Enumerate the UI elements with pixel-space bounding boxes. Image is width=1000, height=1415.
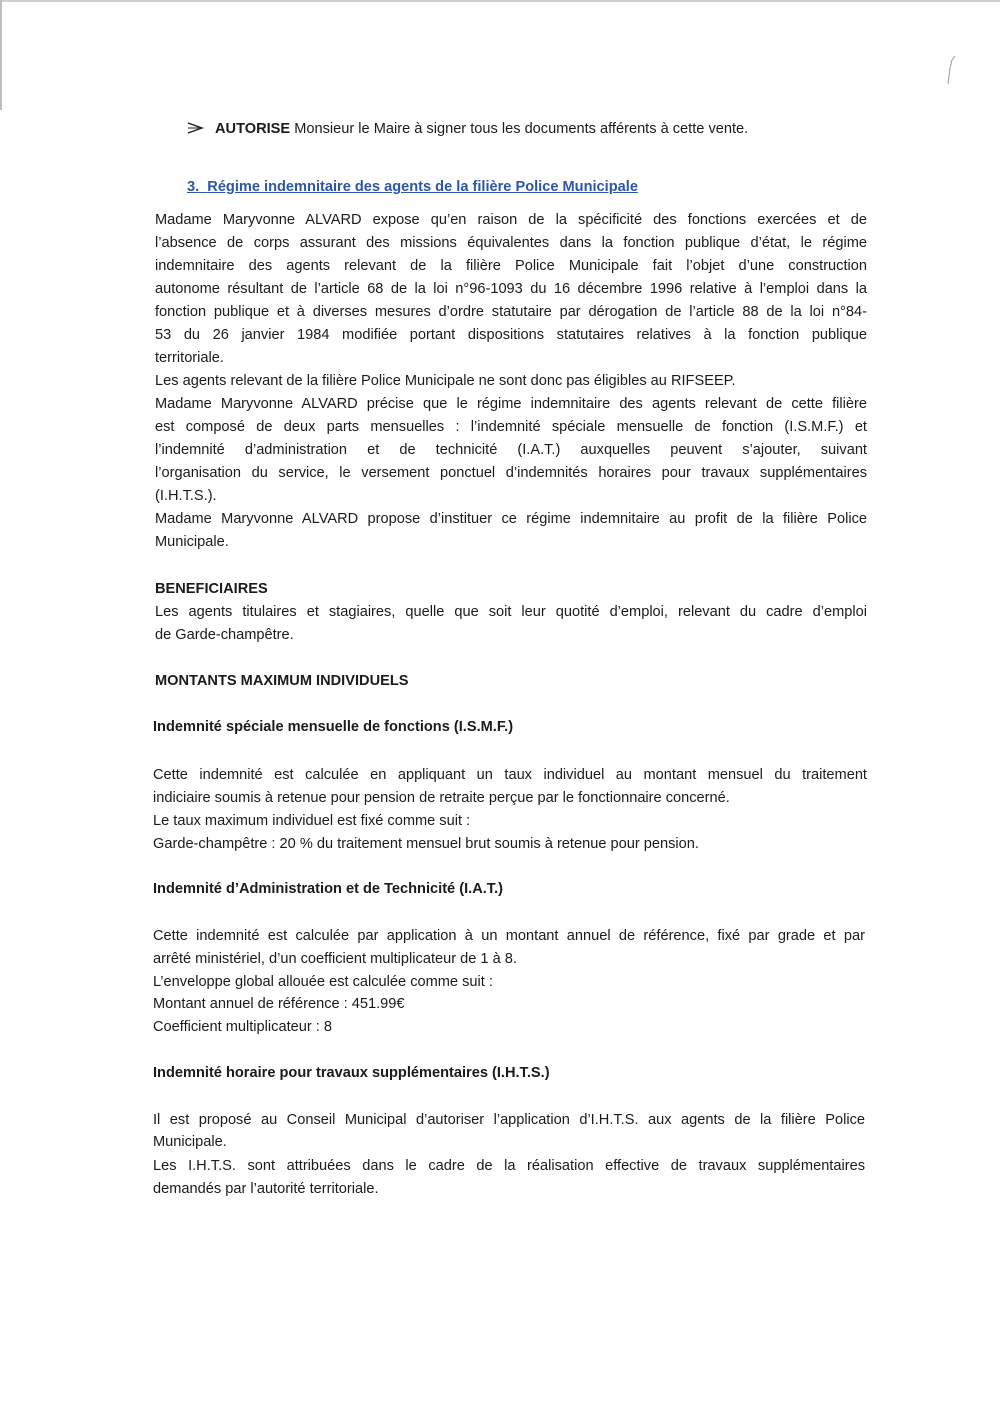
intro-line: Les agents relevant de la filière Police Municipale ne sont donc pas éligibles au RIFSEEP. — [155, 373, 736, 389]
intro-line: l’absence de corps assurant des missions équivalentes dans la fonction publique d’état, le régime — [155, 235, 867, 251]
iat-line: Cette indemnité est calculée par application à un montant annuel de référence, fixé par grade et par — [153, 928, 865, 944]
beneficiaires-line: de Garde-champêtre. — [155, 627, 294, 643]
authorization-text: Monsieur le Maire à signer tous les documents afférents à cette vente. — [290, 121, 749, 137]
authorization-keyword: AUTORISE — [215, 121, 291, 137]
section-number: 3. — [187, 179, 200, 195]
ihts-heading: Indemnité horaire pour travaux supplémentaires (I.H.T.S.) — [153, 1065, 550, 1081]
ihts-line: Municipale. — [153, 1134, 227, 1150]
beneficiaires-heading: BENEFICIAIRES — [155, 581, 268, 597]
intro-line: Madame Maryvonne ALVARD expose qu’en raison de la spécificité des fonctions exercées et de — [155, 212, 867, 228]
scan-edge-top — [0, 0, 1000, 2]
ismf-line: Cette indemnité est calculée en appliquant un taux individuel au montant mensuel du traitement — [153, 767, 867, 783]
intro-line: fonction publique et à diverses mesures d’ordre statutaire par dérogation de l’article 88 de la loi n°84- — [155, 304, 867, 320]
intro-line: (I.H.T.S.). — [155, 488, 217, 504]
ismf-line: Garde-champêtre : 20 % du traitement mensuel brut soumis à retenue pour pension. — [153, 836, 699, 852]
authorization-bullet — [215, 120, 748, 138]
intro-line: territoriale. — [155, 350, 224, 366]
intro-line: l’organisation du service, le versement ponctuel d’indemnités horaires pour travaux supplémentaires — [155, 465, 867, 481]
iat-line: L’enveloppe global allouée est calculée comme suit : — [153, 974, 493, 990]
ismf-line: Le taux maximum individuel est fixé comme suit : — [153, 813, 471, 829]
section-title-text: Régime indemnitaire des agents de la filière Police Municipale — [207, 179, 638, 195]
iat-line: arrêté ministériel, d’un coefficient multiplicateur de 1 à 8. — [153, 951, 517, 967]
ismf-heading: Indemnité spéciale mensuelle de fonctions (I.S.M.F.) — [153, 719, 514, 735]
intro-line: autonome résultant de l’article 68 de la loi n°96-1093 du 16 décembre 1996 relative à l’emploi dans la — [155, 281, 867, 297]
section-title — [187, 178, 638, 196]
ihts-line: demandés par l’autorité territoriale. — [153, 1181, 379, 1197]
intro-line: 53 du 26 janvier 1984 modifiée portant dispositions statutaires relatives à la fonction publique — [155, 327, 867, 343]
ismf-line: indiciaire soumis à retenue pour pension de retraite perçue par le fonctionnaire concerné. — [153, 790, 730, 806]
pen-mark-decoration — [944, 46, 958, 86]
iat-heading: Indemnité d’Administration et de Technicité (I.A.T.) — [153, 881, 504, 897]
intro-line: l’indemnité d’administration et de technicité (I.A.T.) auxquelles peuvent s’ajouter, suivant — [155, 442, 867, 458]
ihts-line: Il est proposé au Conseil Municipal d’autoriser l’application d’I.H.T.S. aux agents de la filière Police — [153, 1112, 865, 1128]
beneficiaires-line: Les agents titulaires et stagiaires, quelle que soit leur quotité d’emploi, relevant du cadre d’emploi — [155, 604, 867, 620]
arrow-bullet-icon — [186, 121, 206, 135]
ihts-line: Les I.H.T.S. sont attribuées dans le cadre de la réalisation effective de travaux supplémentaires — [153, 1158, 865, 1174]
montants-heading: MONTANTS MAXIMUM INDIVIDUELS — [155, 673, 409, 689]
scan-edge-left — [0, 0, 2, 110]
intro-line: est composé de deux parts mensuelles : l’indemnité spéciale mensuelle de fonction (I.S.M.F.) et — [155, 419, 867, 435]
intro-line: indemnitaire des agents relevant de la filière Police Municipale fait l’objet d’une construction — [155, 258, 867, 274]
iat-line: Montant annuel de référence : 451.99€ — [153, 996, 405, 1012]
intro-line: Madame Maryvonne ALVARD propose d’instituer ce régime indemnitaire au profit de la filière Police — [155, 511, 867, 527]
intro-line: Municipale. — [155, 534, 229, 550]
intro-line: Madame Maryvonne ALVARD précise que le régime indemnitaire des agents relevant de cette filière — [155, 396, 867, 412]
iat-line: Coefficient multiplicateur : 8 — [153, 1019, 332, 1035]
